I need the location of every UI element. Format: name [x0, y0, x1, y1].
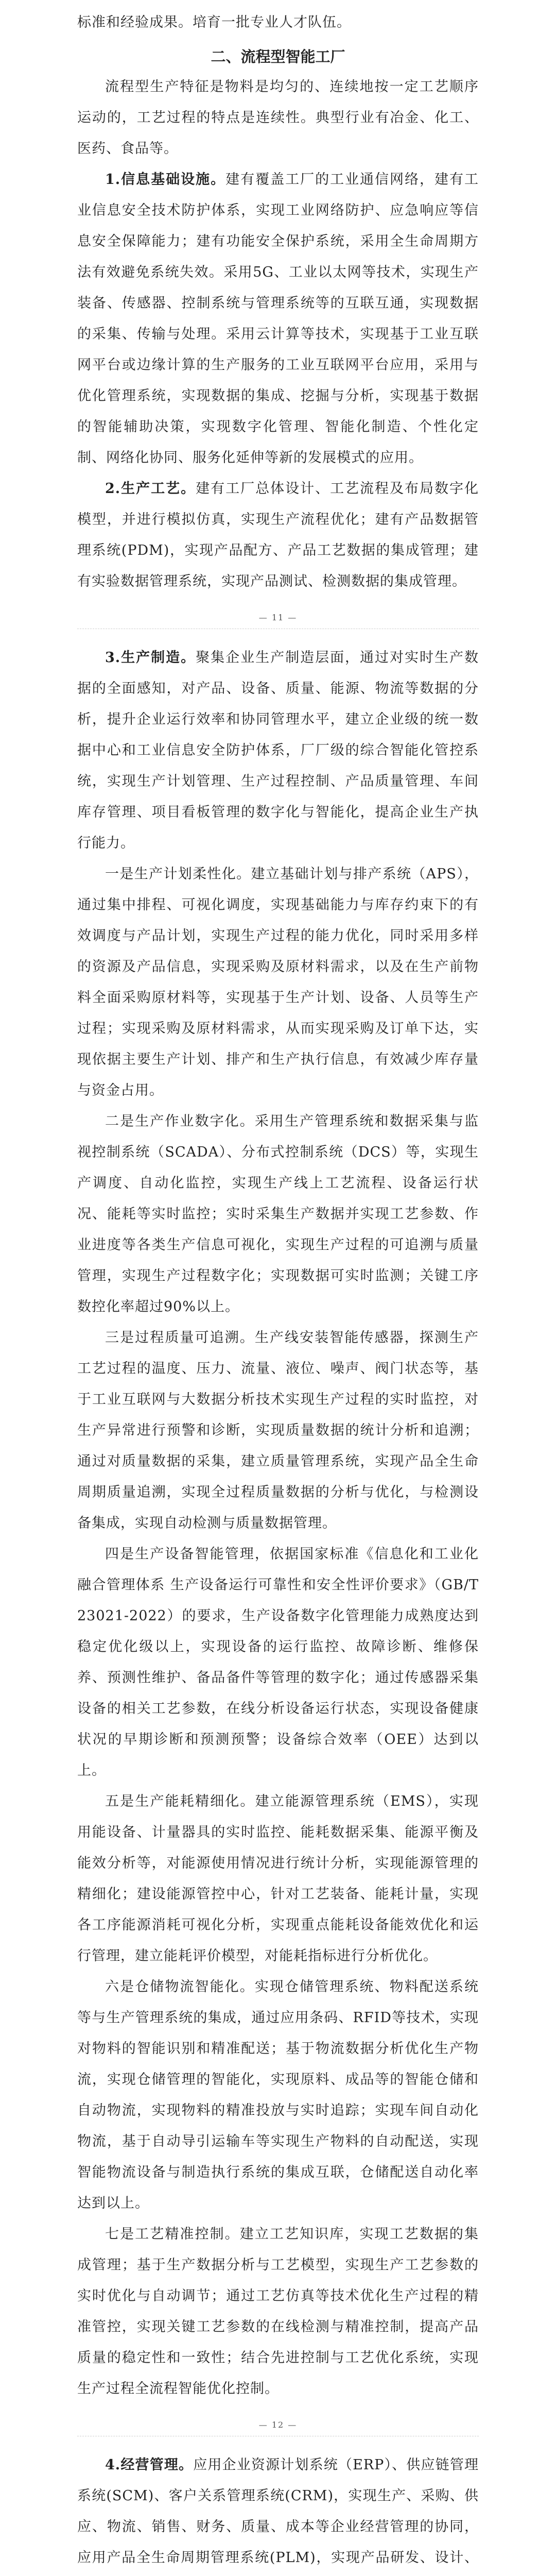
item-4: [0, 2450, 556, 2576]
item-3-text: 聚集企业生产制造层面，通过对实时生产数据的全面感知，对产品、设备、质量、能源、物流等数据的分析，提升企业运行效率和协同管理水平，建立企业级的统一数据中心和工业信息安全防护体系，厂厂级的综合智能化管控系统，实现生产计划管理、生产过程控制、产品质量管理、车间库存管理、项目看板管理的数字化与智能化，提高企业生产执行能力。: [77, 650, 479, 851]
sub-paragraph-1: 一是生产计划柔性化。建立基础计划与排产系统（APS），通过集中排程、可视化调度，实现基础能力与库存约束下的有效调度与产品计划，实现生产过程的能力优化，同时采用多样的资源及产品信息，实现采购及原材料需求，以及在生产前物料全面采购原材料等，实现基于生产计划、设备、人员等生产过程；实现采购及原材料需求，从而实现采购及订单下达，实现依据主要生产计划、排产和生产执行信息，有效减少库存量与资金占用。: [77, 866, 479, 1098]
sub-paragraph-2: 二是生产作业数字化。采用生产管理系统和数据采集与监视控制系统（SCADA）、分布式控制系统（DCS）等，实现生产调度、自动化监控，实现生产线上工艺流程、设备运行状况、能耗等实时监控；实时采集生产数据并实现工艺参数、作业进度等各类生产信息可视化，实现生产过程的可追溯与质量管理，实现生产过程数字化；实现数据可实时监测；关键工序数控化率超过90%以上。: [77, 1113, 479, 1315]
item-2-lead: 2.生产工艺。: [105, 481, 196, 497]
item-3-lead: 3.生产制造。: [105, 650, 196, 666]
sub-paragraph-5: 五是生产能耗精细化。建立能源管理系统（EMS），实现用能设备、计量器具的实时监控、能耗数据采集、能源平衡及能效分析等，对能源使用情况进行统计分析，实现能源管理的精细化；建设能源管控中心，针对工艺装备、能耗计量，实现各工序能源消耗可视化分析，实现重点能耗设备能效优化和运行管理，建立能耗评价模型，对能耗指标进行分析优化。: [77, 1793, 479, 1964]
page-mark-11: — 11 —: [0, 613, 556, 629]
item-2-text: 建有工厂总体设计、工艺流程及布局数字化模型，并进行模拟仿真，实现生产流程优化；建有产品数据管理系统(PDM)，实现产品配方、产品工艺数据的集成管理；建有实验数据管理系统，实现产品测试、检测数据的集成管理。: [77, 481, 479, 589]
sub-paragraph-3: 三是过程质量可追溯。生产线安装智能传感器，探测生产工艺过程的温度、压力、流量、液位、噪声、阀门状态等，基于工业互联网与大数据分析技术实现生产过程的实时监控，对生产异常进行预警和诊断，实现质量数据的统计分析和追溯；通过对质量数据的采集，建立质量管理系统，实现产品全生命周期质量追溯，实现全过程质量数据的分析与优化，与检测设备集成，实现自动检测与质量数据管理。: [77, 1330, 479, 1531]
item-3: [0, 642, 556, 859]
item-2: [0, 473, 556, 597]
item-1-text: 建有覆盖工厂的工业通信网络，建有工业信息安全技术防护体系，实现工业网络防护、应急响应等信息安全保障能力；建有功能安全保护系统，采用全生命周期方法有效避免系统失效。采用5G、工业以太网等技术，实现生产装备、传感器、控制系统与管理系统等的互联互通，实现数据的采集、传输与处理。采用云计算等技术，实现基于工业互联网平台或边缘计算的生产服务的工业互联网平台应用，采用与优化管理系统，实现数据的集成、挖掘与分析，实现基于数据的智能辅助决策，实现数字化管理、智能化制造、个性化定制、网络化协同、服务化延伸等新的发展模式的应用。: [77, 172, 479, 466]
item-4-lead: 4.经营管理。: [105, 2457, 194, 2473]
intro-tail: 标准和经验成果。培育一批专业人才队伍。: [77, 14, 351, 30]
sub-paragraph-7: 七是工艺精准控制。建立工艺知识库，实现工艺数据的集成管理；基于生产数据分析与工艺模型，实现生产工艺参数的实时优化与自动调节；通过工艺仿真等技术优化生产过程的精准管控，实现关键工艺参数的在线检测与精准控制，提高产品质量的稳定性和一致性；结合先进控制与工艺优化系统，实现生产过程全流程智能优化控制。: [77, 2226, 479, 2397]
item-1-lead: 1.信息基础设施。: [105, 172, 226, 188]
sub-paragraph-4: 四是生产设备智能管理，依据国家标准《信息化和工业化融合管理体系 生产设备运行可靠性和安全性评价要求》（GB/T 23021-2022）的要求，生产设备数字化管理能力成熟度达到稳定优化级以上，实现设备的运行监控、故障诊断、维修保养、预测性维护、备品备件等管理的数字化；通过传感器采集设备的相关工艺参数，在线分析设备运行状态，实现设备健康状况的早期诊断和预测预警；设备综合效率（OEE）达到以上。: [77, 1546, 479, 1778]
page-mark-12: — 12 —: [0, 2420, 556, 2436]
sub-paragraph-6: 六是仓储物流智能化。实现仓储管理系统、物料配送系统等与生产管理系统的集成，通过应用条码、RFID等技术，实现对物料的智能识别和精准配送；基于物流数据分析优化生产物流，实现仓储管理的智能化，实现原料、成品等的智能仓储和自动物流，实现物料的精准投放与实时追踪；实现车间自动化物流，基于自动导引运输车等实现生产物料的自动配送，实现智能物流设备与制造执行系统的集成互联，仓储配送自动化率达到以上。: [77, 1979, 479, 2211]
item-4-text: 应用企业资源计划系统（ERP）、供应链管理系统(SCM)、客户关系管理系统(CRM)，实现生产、采购、供应、物流、销售、财务、质量、成本等企业经营管理的协同，应用产品全生命周期管理系统(PLM)，实现产品研发、设计、: [77, 2457, 479, 2566]
intro-paragraph: 流程型生产特征是物料是均匀的、连续地按一定工艺顺序运动的，工艺过程的特点是连续性。典型行业有冶金、化工、医药、食品等。: [77, 79, 479, 157]
section-title: 二、流程型智能工厂: [211, 48, 345, 65]
item-1: [0, 164, 556, 473]
